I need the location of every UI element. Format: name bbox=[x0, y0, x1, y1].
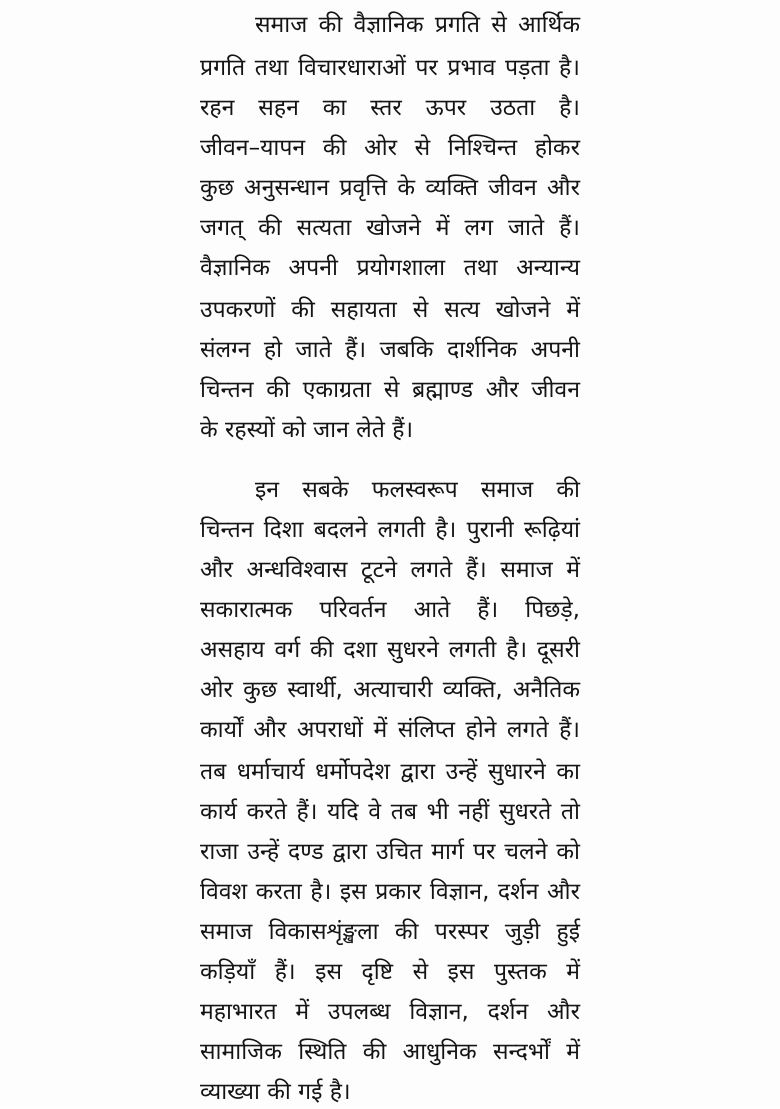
text-line: ओर कुछ स्वार्थी, अत्याचारी व्यक्ति, अनैतिक bbox=[200, 677, 580, 703]
text-line: तब धर्माचार्य धर्मोपदेश द्वारा उन्हें सुधारने का bbox=[200, 759, 580, 785]
text-line: महाभारत में उपलब्ध विज्ञान, दर्शन और bbox=[200, 999, 580, 1025]
text-line: उपकरणों की सहायता से सत्य खोजने में bbox=[200, 297, 580, 323]
text-line: जगत् की सत्यता खोजने में लग जाते हैं। bbox=[200, 215, 580, 241]
text-line: जीवन–यापन की ओर से निश्चिन्त होकर bbox=[200, 135, 580, 161]
text-line: समाज विकासशृंङ्खला की परस्पर जुड़ी हुई bbox=[200, 919, 580, 945]
text-line: कुछ अनुसन्धान प्रवृत्ति के व्यक्ति जीवन और bbox=[200, 175, 580, 201]
text-line: सामाजिक स्थिति की आधुनिक सन्दर्भों में bbox=[200, 1039, 580, 1065]
text-line: कड़ियाँ हैं। इस दृष्टि से इस पुस्तक में bbox=[200, 959, 580, 985]
text-line: संलग्न हो जाते हैं। जबकि दार्शनिक अपनी bbox=[200, 337, 580, 363]
text-line: कार्य करते हैं। यदि वे तब भी नहीं सुधरते तो bbox=[200, 799, 580, 825]
text-line: प्रगति तथा विचारधाराओं पर प्रभाव पड़ता है। bbox=[200, 55, 580, 81]
text-line: इन सबके फलस्वरूप समाज की bbox=[255, 477, 580, 503]
text-line: समाज की वैज्ञानिक प्रगति से आर्थिक bbox=[255, 12, 580, 38]
text-line: और अन्धविश्वास टूटने लगते हैं। समाज में bbox=[200, 557, 580, 583]
text-line: सकारात्मक परिवर्तन आते हैं। पिछड़े, bbox=[200, 597, 580, 623]
text-line: वैज्ञानिक अपनी प्रयोगशाला तथा अन्यान्य bbox=[200, 255, 580, 281]
text-line: चिन्तन की एकाग्रता से ब्रह्माण्ड और जीवन bbox=[200, 377, 580, 403]
text-line: के रहस्यों को जान लेते हैं। bbox=[200, 417, 414, 443]
text-line: चिन्तन दिशा बदलने लगती है। पुरानी रूढ़ियां bbox=[200, 517, 580, 543]
text-line: व्याख्या की गई है। bbox=[200, 1079, 351, 1105]
text-line: असहाय वर्ग की दशा सुधरने लगती है। दूसरी bbox=[200, 637, 580, 663]
text-line: विवश करता है। इस प्रकार विज्ञान, दर्शन और bbox=[200, 879, 580, 905]
text-line: राजा उन्हें दण्ड द्वारा उचित मार्ग पर चलने को bbox=[200, 839, 580, 865]
text-line: कार्यों और अपराधों में संलिप्त होने लगते हैं। bbox=[200, 717, 580, 743]
text-line: रहन सहन का स्तर ऊपर उठता है। bbox=[200, 95, 580, 121]
